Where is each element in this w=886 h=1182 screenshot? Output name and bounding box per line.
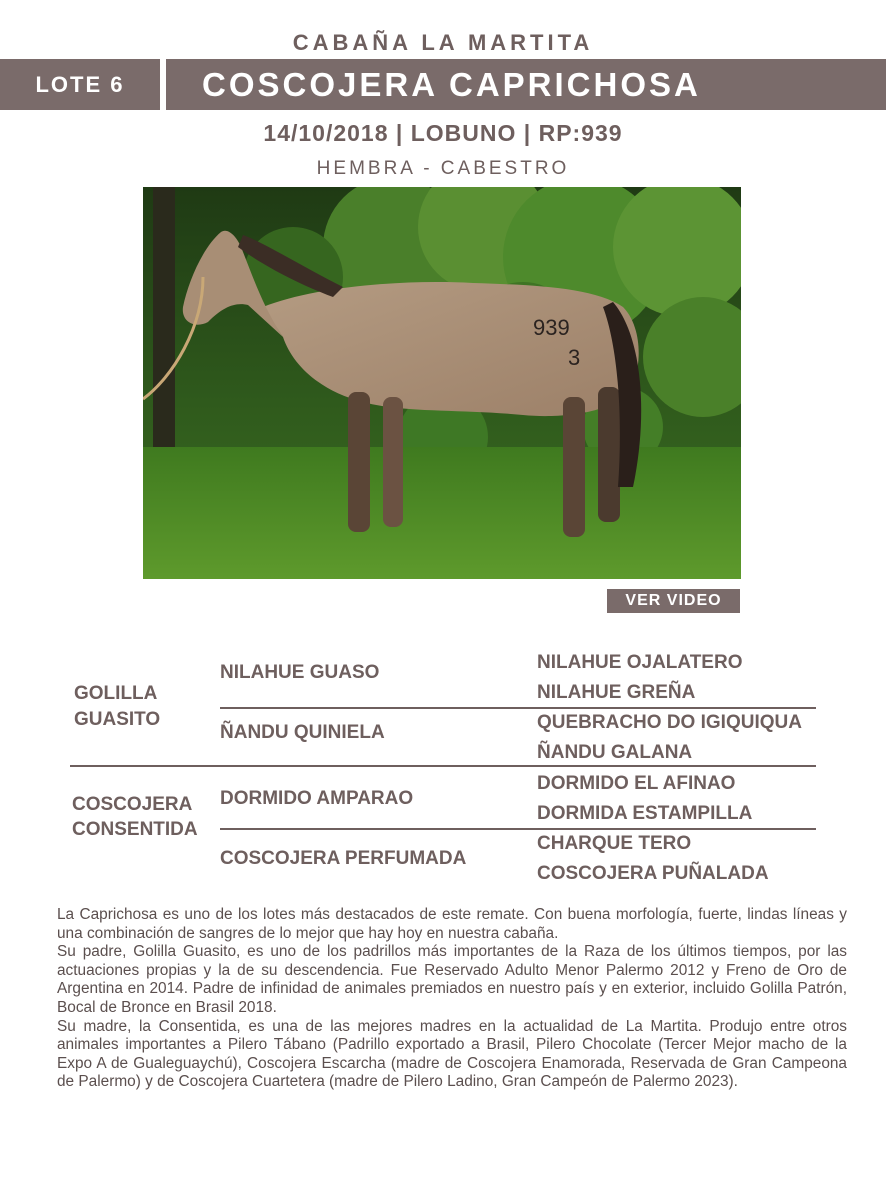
brand-mark: 3	[568, 345, 581, 370]
paternal-gdam-sire: QUEBRACHO DO IGIQUIQUA	[537, 712, 802, 733]
description	[57, 906, 847, 1092]
maternal-granddam: COSCOJERA PERFUMADA	[220, 848, 467, 869]
maternal-gdam-dam: COSCOJERA PUÑALADA	[537, 863, 769, 884]
maternal-gdam-sire: CHARQUE TERO	[537, 833, 692, 854]
paternal-gdam-dam: ÑANDU GALANA	[537, 742, 693, 763]
paternal-granddam: ÑANDU QUINIELA	[220, 722, 385, 743]
horse-photo	[143, 187, 741, 579]
brand-number: 939	[533, 315, 570, 340]
maternal-grandsire: DORMIDO AMPARAO	[220, 788, 414, 809]
divider	[220, 707, 816, 709]
horse-details: 14/10/2018 | LOBUNO | RP:939	[263, 120, 623, 146]
sire-name-line2: GUASITO	[74, 709, 161, 730]
paternal-grandsire: NILAHUE GUASO	[220, 662, 380, 683]
lot-label: LOTE 6	[0, 59, 160, 110]
description-paragraph: Su madre, la Consentida, es una de las mejores madres en la actualidad de La Martita. Produjo entre otros animales importantes a Pilero Tábano (Padrillo exportado a Brasil, Pilero Chocolate (Tercer Mejor macho de la Expo A de Gualeguaychú), Coscojera Escarcha (madre de Coscojera Enamorada, Reservada de Gran Campeona de Palermo) y de Coscojera Cuartetera (madre de Pilero Ladino, Gran Campeón de Palermo 2023).	[57, 1017, 847, 1091]
breeder-name: CABAÑA LA MARTITA	[292, 30, 594, 55]
dam-name-line2: CONSENTIDA	[72, 819, 198, 840]
maternal-gsire-sire: DORMIDO EL AFINAO	[537, 773, 736, 794]
horse-name: COSCOJERA CAPRICHOSA	[166, 59, 886, 110]
description-paragraph: La Caprichosa es uno de los lotes más destacados de este remate. Con buena morfología, fuerte, lindas líneas y una combinación de sangres de lo mejor que hay hoy en nuestra cabaña.	[57, 906, 847, 942]
sire-name-line1: GOLILLA	[74, 683, 158, 704]
divider	[220, 828, 816, 830]
maternal-gsire-dam: DORMIDA ESTAMPILLA	[537, 803, 753, 824]
divider	[70, 765, 816, 767]
paternal-gsire-sire: NILAHUE OJALATERO	[537, 652, 743, 673]
description-paragraph: Su padre, Golilla Guasito, es uno de los padrillos más importantes de la Raza de los últimos tiempos, por las actuaciones propias y la de su descendencia. Fue Reservado Adulto Menor Palermo 2012 y Freno de Oro de Argentina en 2014. Padre de infinidad de animales premiados en nuestro país y en exterior, incluido Golilla Patrón, Bocal de Bronce en Brasil 2018.	[57, 943, 847, 1016]
paternal-gsire-dam: NILAHUE GREÑA	[537, 682, 696, 703]
dam-name-line1: COSCOJERA	[72, 794, 193, 815]
watch-video-button[interactable]: VER VIDEO	[607, 589, 740, 613]
horse-category: HEMBRA - CABESTRO	[316, 158, 570, 179]
